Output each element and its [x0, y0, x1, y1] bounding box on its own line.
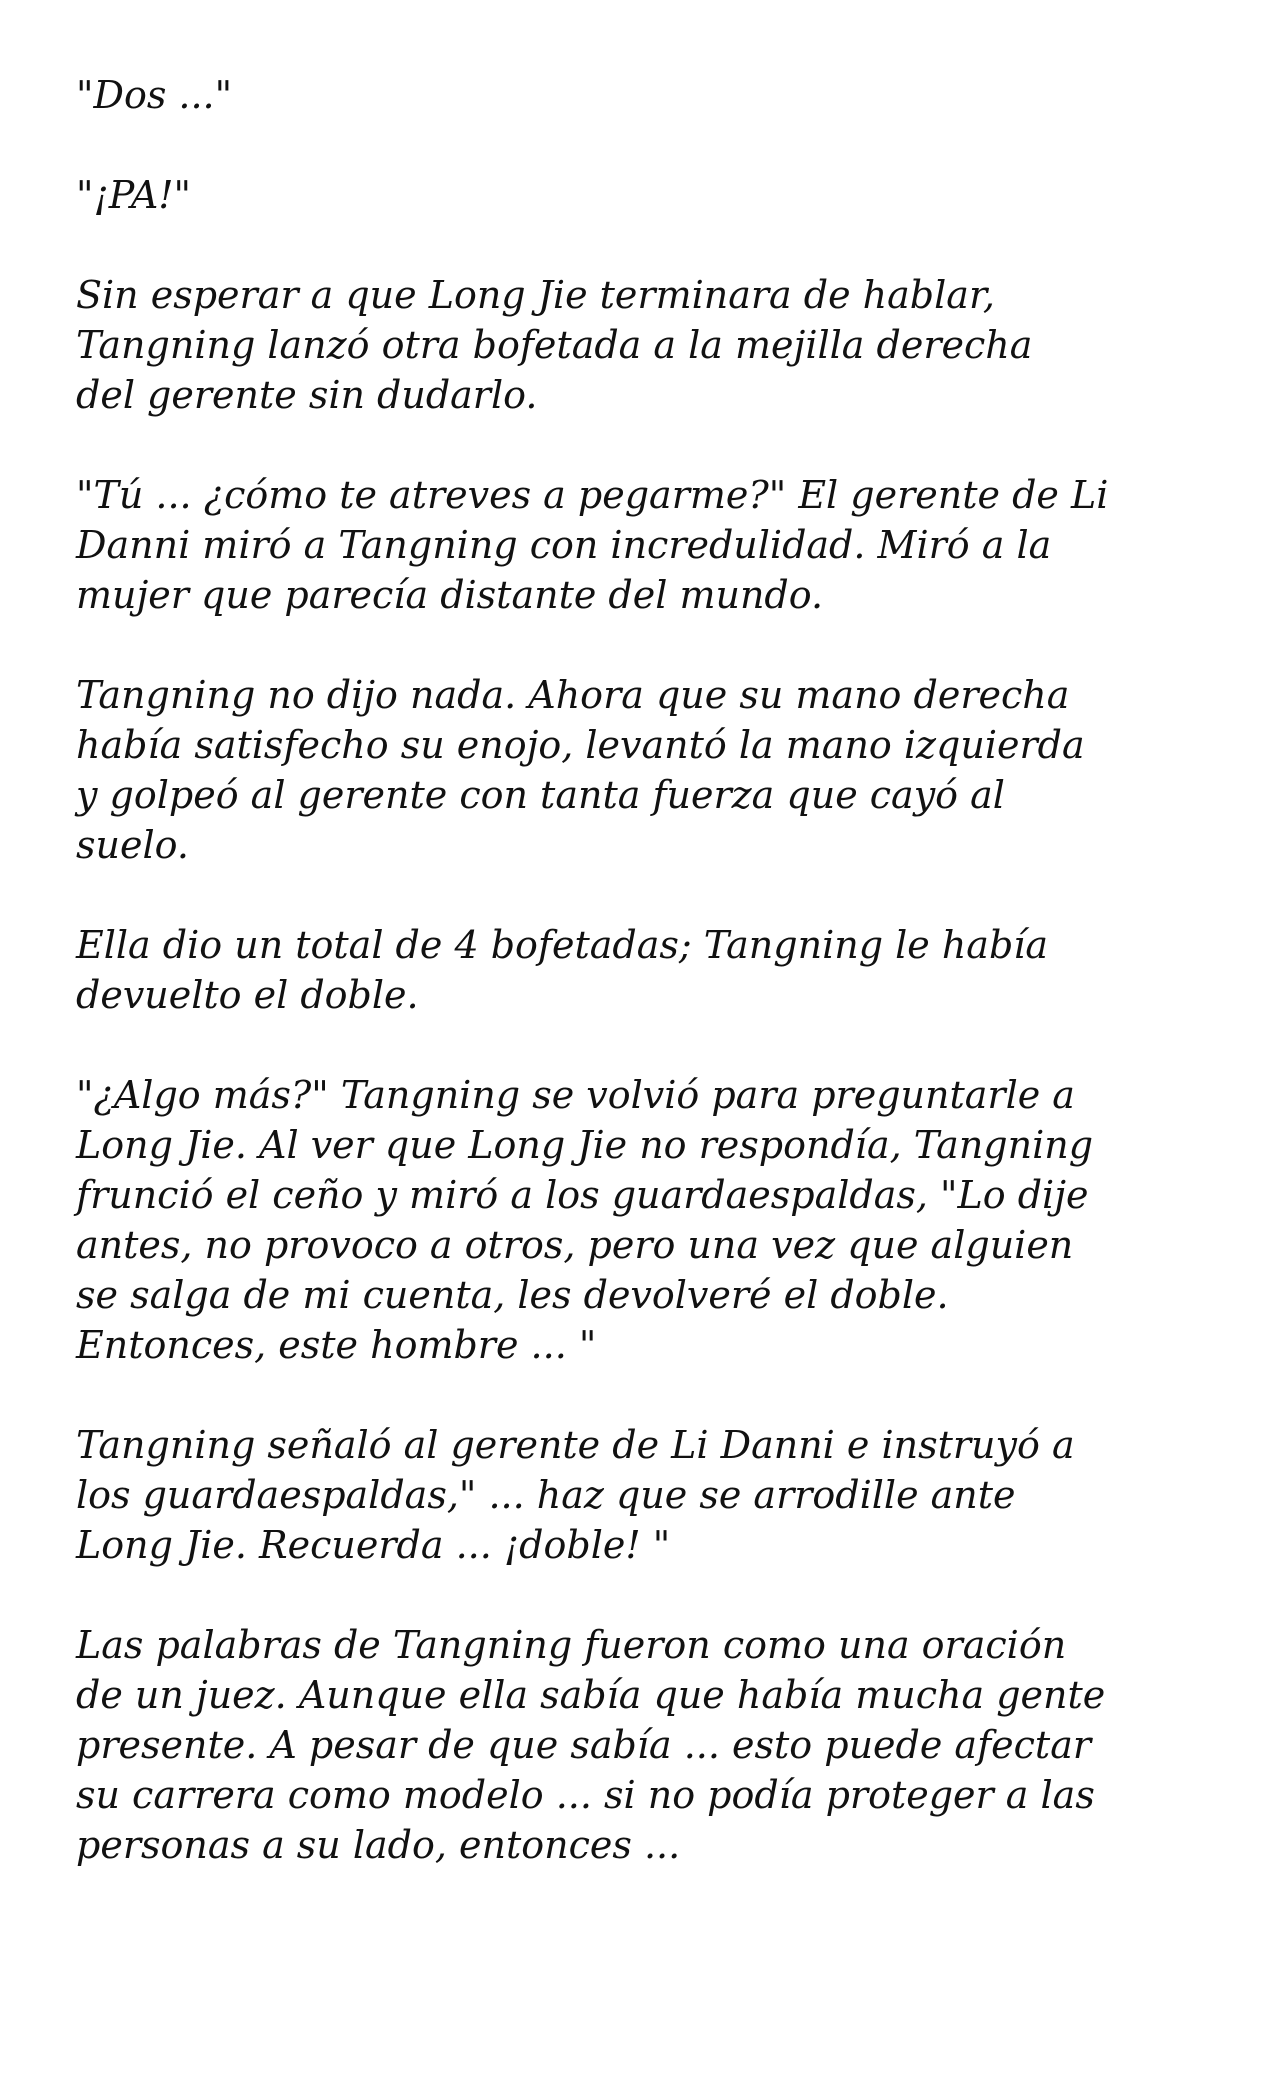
- paragraph-tangning-senalo: Tangning señaló al gerente de Li Danni e instruyó a los guardaespaldas," ... haz que se arrodille ante Long Jie. Recuerda ... ¡doble! ": [76, 1423, 1075, 1567]
- paragraph-ella-dio: Ella dio un total de 4 bofetadas; Tangning le había devuelto el doble.: [76, 923, 1049, 1017]
- paragraph-dos: "Dos ...": [76, 73, 233, 117]
- paragraph-tangning-no-dijo-nada: Tangning no dijo nada. Ahora que su mano derecha había satisfecho su enojo, levantó la mano izquierda y golpeó al gerente con tanta fuerza que cayó al suelo.: [76, 673, 1085, 867]
- paragraph-pa: "¡PA!": [76, 173, 192, 217]
- paragraph-las-palabras: Las palabras de Tangning fueron como una oración de un juez. Aunque ella sabía que había mucha gente presente. A pesar de que sabía ... esto puede afectar su carrera como modelo ... si no podía proteger a las personas a su lado, entonces ...: [76, 1623, 1106, 1867]
- paragraph-sin-esperar: Sin esperar a que Long Jie terminara de hablar, Tangning lanzó otra bofetada a la mejilla derecha del gerente sin dudarlo.: [76, 273, 1033, 417]
- paragraph-tu-como-te-atreves: "Tú ... ¿cómo te atreves a pegarme?" El gerente de Li Danni miró a Tangning con incredulidad. Miró a la mujer que parecía distante del mundo.: [76, 473, 1109, 617]
- paragraph-algo-mas: "¿Algo más?" Tangning se volvió para preguntarle a Long Jie. Al ver que Long Jie no respondía, Tangning frunció el ceño y miró a los guardaespaldas, "Lo dije antes, no provoco a otros, pero una vez que alguien se salga de mi cuenta, les devolveré el doble. Entonces, este hombre ... ": [76, 1073, 1094, 1367]
